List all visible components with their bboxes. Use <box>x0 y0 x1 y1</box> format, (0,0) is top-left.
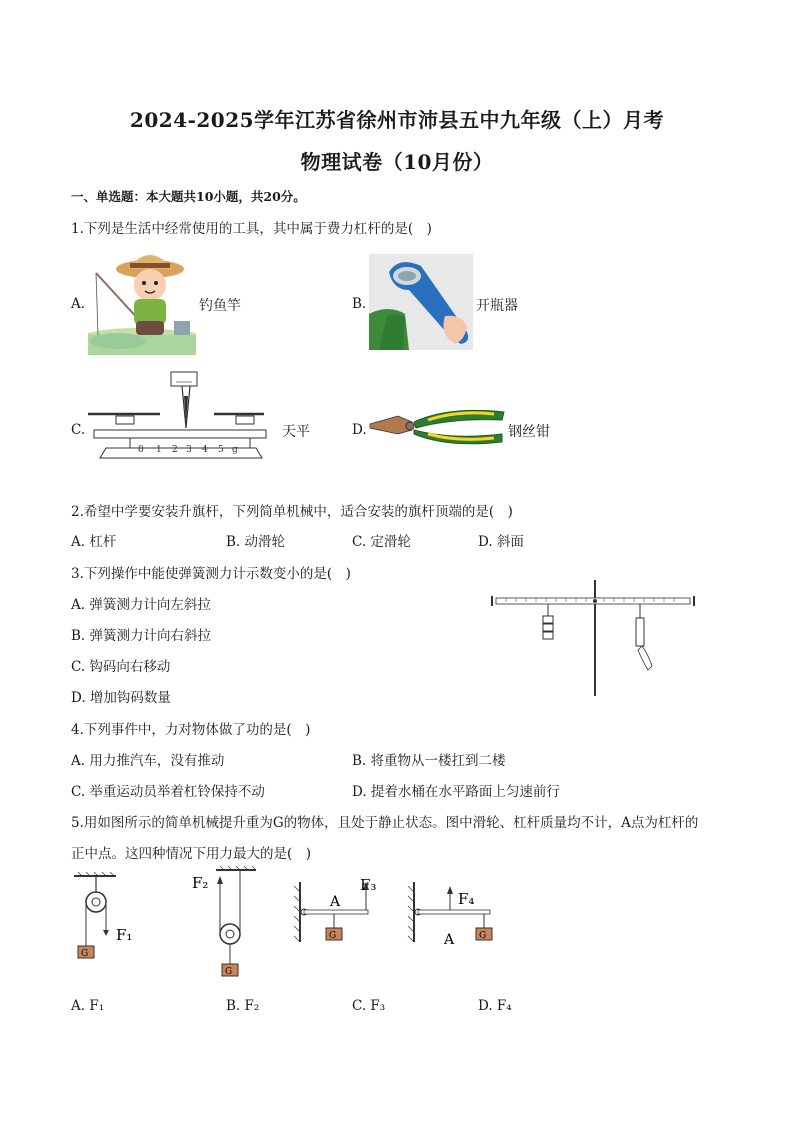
q3-option-d: D. 增加钩码数量 <box>71 690 171 706</box>
q5-stem-line1: 5.用如图所示的简单机械提升重为G的物体，且处于静止状态。图中滑轮、杠杆质量均不计，A点为杠杆的 <box>71 815 699 831</box>
q5-stem-line2: 正中点。这四种情况下用力最大的是( ) <box>71 846 312 862</box>
q4-stem: 4.下列事件中，力对物体做了功的是( ) <box>71 722 311 738</box>
q1-option-c-caption: 天平 <box>282 424 310 440</box>
lever-f3-figure <box>290 872 390 956</box>
q4-option-b: B. 将重物从一楼扛到二楼 <box>352 753 506 769</box>
a-label-3: A <box>330 894 341 910</box>
q1-option-d-caption: 钢丝钳 <box>508 424 550 440</box>
f1-label: F₁ <box>116 926 133 944</box>
q2-option-d: D. 斜面 <box>478 534 524 550</box>
q2-option-a: A. 杠杆 <box>71 534 117 550</box>
q1-option-b-key: B. <box>352 296 367 312</box>
balance-digit-4: 4 <box>202 445 208 455</box>
balance-scale-image <box>86 370 276 464</box>
a-label-4: A <box>444 932 455 948</box>
q1-option-d-key: D. <box>352 422 367 438</box>
q4-option-a: A. 用力推汽车，没有推动 <box>71 753 225 769</box>
exam-title-line1: 2024-2025学年江苏省徐州市沛县五中九年级（上）月考 <box>129 108 665 132</box>
movable-pulley-figure <box>190 866 260 990</box>
q1-option-a-key: A. <box>71 296 86 312</box>
balance-digit-3: 3 <box>186 445 192 455</box>
q2-stem: 2.希望中学要安装升旗杆，下列简单机械中，适合安装的旗杆顶端的是( ) <box>71 504 513 520</box>
balance-digit-g: g <box>232 445 238 455</box>
g-label-4: G <box>479 931 487 941</box>
balance-digit-0: 0 <box>138 445 144 455</box>
balance-digit-2: 2 <box>172 445 178 455</box>
balance-digit-5: 5 <box>218 445 224 455</box>
q3-option-a: A. 弹簧测力计向左斜拉 <box>71 597 211 613</box>
q1-stem: 1.下列是生活中经常使用的工具，其中属于费力杠杆的是( ) <box>71 221 432 237</box>
g-label-2: G <box>225 967 233 977</box>
q5-option-a: A. F₁ <box>71 998 105 1014</box>
q3-option-b: B. 弹簧测力计向右斜拉 <box>71 628 212 644</box>
section-heading: 一、单选题：本大题共10小题，共20分。 <box>71 189 306 204</box>
f4-label: F₄ <box>458 890 475 908</box>
q4-option-c: C. 举重运动员举着杠铃保持不动 <box>71 784 265 800</box>
q5-option-d: D. F₄ <box>478 998 512 1014</box>
f2-label: F₂ <box>192 874 209 892</box>
q2-option-b: B. 动滑轮 <box>226 534 286 550</box>
q2-option-c: C. 定滑轮 <box>352 534 411 550</box>
q5-option-b: B. F₂ <box>226 998 260 1014</box>
q1-option-b-caption: 开瓶器 <box>476 298 518 314</box>
balance-digit-1: 1 <box>156 445 162 455</box>
g-label-3: G <box>329 931 337 941</box>
g-label-1: G <box>81 949 89 959</box>
lever-spring-scale-figure <box>490 578 696 702</box>
lever-f4-figure <box>404 872 504 956</box>
q3-stem: 3.下列操作中能使弹簧测力计示数变小的是( ) <box>71 566 351 582</box>
q1-option-c-key: C. <box>71 422 86 438</box>
fishing-rod-image <box>88 243 196 359</box>
bottle-opener-image <box>369 254 473 354</box>
q4-option-d: D. 提着水桶在水平路面上匀速前行 <box>352 784 560 800</box>
f3-label: F₃ <box>360 876 377 894</box>
q5-option-c: C. F₃ <box>352 998 386 1014</box>
q3-option-c: C. 钩码向右移动 <box>71 659 171 675</box>
exam-title-line2: 物理试卷（10月份） <box>300 150 494 174</box>
wire-pliers-image <box>368 404 506 452</box>
q1-option-a-caption: 钓鱼竿 <box>199 298 241 314</box>
fixed-pulley-figure <box>72 872 142 968</box>
